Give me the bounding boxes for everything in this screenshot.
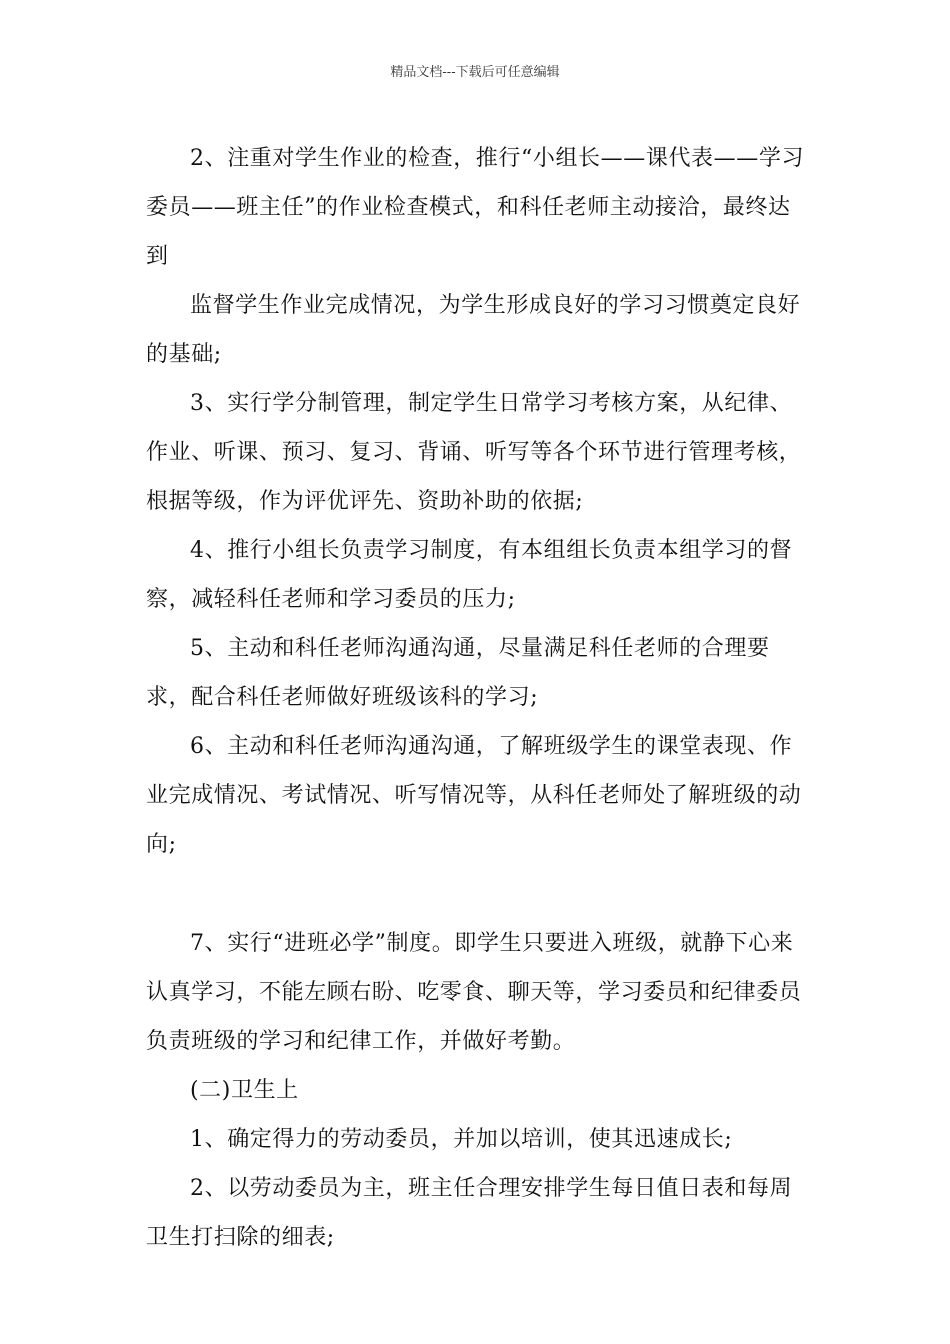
paragraph-credit-system: 3、实行学分制管理，制定学生日常学习考核方案，从纪律、作业、听课、预习、复习、背诵、听写等各个环节进行管理考核，根据等级，作为评优评先、资助补助的依据; bbox=[146, 391, 802, 514]
paragraph-labor-member: 1、确定得力的劳动委员，并加以培训，使其迅速成长; bbox=[190, 1127, 733, 1152]
paragraph-teacher-communication: 5、主动和科任老师沟通沟通，尽量满足科任老师的合理要求，配合科任老师做好班级该科的学习; bbox=[146, 636, 770, 710]
paragraph-study-rule: 7、实行“进班必学”制度。即学生只要进入班级，就静下心来认真学习，不能左顾右盼、吃零食、聊天等，学习委员和纪律委员负责班级的学习和纪律工作，并做好考勤。 bbox=[146, 931, 802, 1054]
paragraph-class-feedback: 6、主动和科任老师沟通沟通，了解班级学生的课堂表现、作业完成情况、考试情况、听写情况等，从科任老师处了解班级的动向; bbox=[146, 734, 802, 857]
paragraph-duty-schedule: 2、以劳动委员为主，班主任合理安排学生每日值日表和每周卫生打扫除的细表; bbox=[146, 1176, 793, 1250]
page-header: 精品文档---下载后可任意编辑 bbox=[390, 65, 560, 80]
section-heading-hygiene: (二)卫生上 bbox=[190, 1078, 299, 1103]
paragraph-supervision: 监督学生作业完成情况，为学生形成良好的学习习惯奠定良好的基础; bbox=[146, 293, 801, 367]
paragraph-group-leader: 4、推行小组长负责学习制度，有本组组长负责本组学习的督察，减轻科任老师和学习委员的压力; bbox=[146, 538, 793, 612]
paragraph-homework-check: 2、注重对学生作业的检查，推行“小组长——课代表——学习委员——班主任”的作业检查模式，和科任老师主动接洽，最终达到 bbox=[146, 146, 805, 269]
document-body bbox=[146, 134, 810, 1262]
